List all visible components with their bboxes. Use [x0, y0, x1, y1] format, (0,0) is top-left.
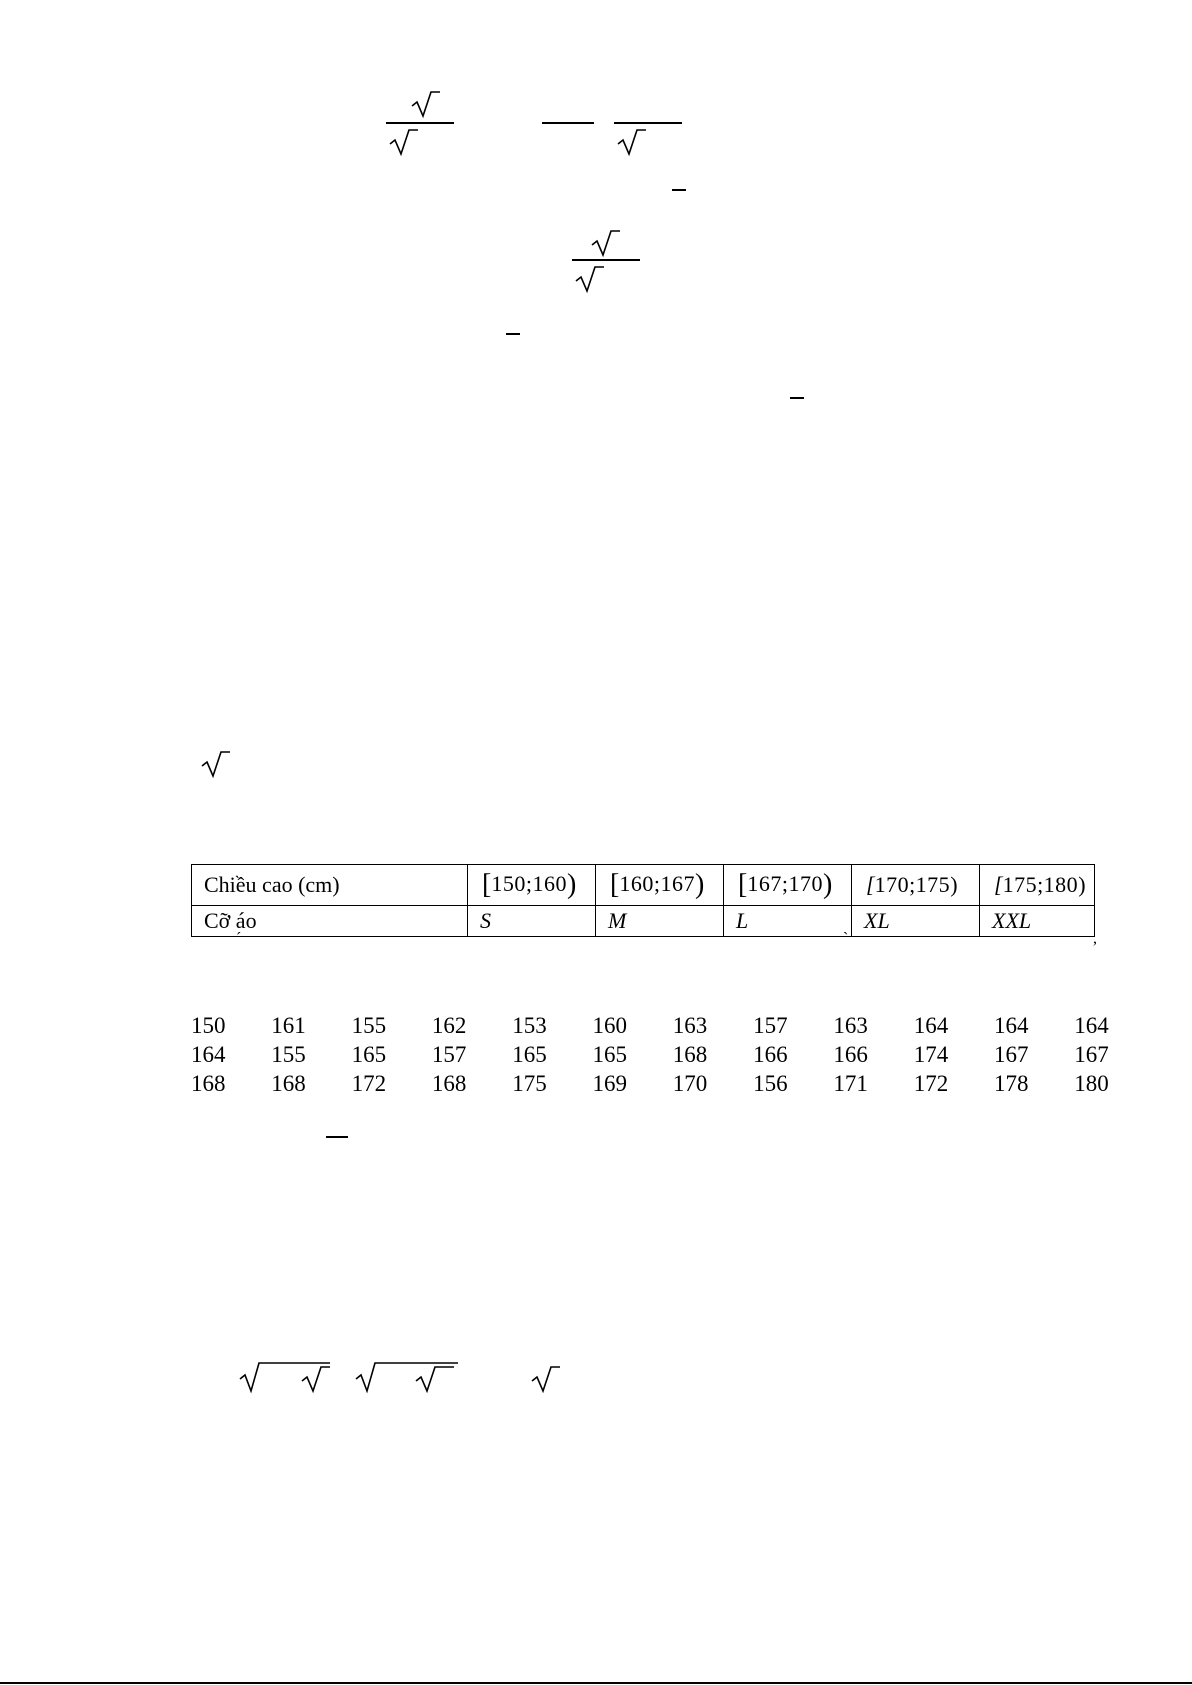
page-bottom-rule	[0, 1682, 1192, 1684]
height-value: 164	[191, 1042, 226, 1067]
fraction-bar	[542, 122, 594, 124]
height-value: 171	[833, 1071, 868, 1096]
table-cell-range: [167;170)	[724, 865, 852, 906]
height-value: 156	[753, 1071, 788, 1096]
stray-acute-mark: ´	[236, 930, 242, 947]
heights-row	[191, 1013, 1111, 1042]
table-row	[192, 865, 1095, 906]
table-row-label: Cỡ áo	[192, 906, 468, 937]
height-value: 172	[351, 1071, 387, 1096]
height-value: 167	[1074, 1042, 1109, 1067]
table-cell-size: L	[724, 906, 852, 937]
height-value: 164	[994, 1013, 1029, 1038]
table-header-label: Chiều cao (cm)	[192, 865, 468, 906]
height-value: 157	[753, 1013, 788, 1038]
height-value: 161	[271, 1013, 306, 1038]
height-value: 165	[592, 1042, 627, 1067]
radical-sign	[574, 264, 604, 294]
height-value: 163	[672, 1013, 708, 1038]
radical-sign	[300, 1364, 330, 1394]
heights-row	[191, 1071, 1111, 1100]
table-cell-range: [170;175)	[852, 865, 980, 906]
table-cell-size: M	[596, 906, 724, 937]
height-value: 172	[913, 1071, 949, 1096]
stray-grave-mark: `	[843, 930, 849, 947]
heights-row	[191, 1042, 1111, 1071]
height-value: 163	[833, 1013, 868, 1038]
fraction-bar	[386, 122, 454, 124]
overbar	[326, 1136, 348, 1138]
height-value: 165	[351, 1042, 387, 1067]
height-value: 168	[431, 1071, 467, 1096]
heights-grid	[191, 1013, 1111, 1100]
height-value: 175	[512, 1071, 547, 1096]
height-value: 162	[431, 1013, 467, 1038]
height-value: 150	[191, 1013, 226, 1038]
height-value: 155	[351, 1013, 387, 1038]
height-value: 167	[994, 1042, 1029, 1067]
table-cell-range: [160;167)	[596, 865, 724, 906]
height-value: 157	[431, 1042, 467, 1067]
overbar	[672, 189, 686, 191]
height-value: 166	[833, 1042, 868, 1067]
fraction-bar	[614, 122, 682, 124]
height-value: 180	[1074, 1071, 1109, 1096]
height-value: 164	[913, 1013, 949, 1038]
height-value: 174	[913, 1042, 949, 1067]
radical-sign	[388, 127, 418, 157]
height-value: 168	[191, 1071, 226, 1096]
height-value: 153	[512, 1013, 547, 1038]
table-cell-size: S	[468, 906, 596, 937]
height-value: 178	[994, 1071, 1029, 1096]
table-cell-size: XL	[852, 906, 980, 937]
stray-comma-mark: ,	[1093, 930, 1097, 947]
height-value: 160	[592, 1013, 627, 1038]
radical-sign	[200, 749, 230, 779]
radical-sign	[590, 228, 620, 258]
height-value: 170	[672, 1071, 708, 1096]
table-cell-range: [175;180)	[980, 865, 1095, 906]
table-cell-range: [150;160)	[468, 865, 596, 906]
height-value: 165	[512, 1042, 547, 1067]
overbar	[506, 333, 520, 335]
table-row	[192, 906, 1095, 937]
height-value: 168	[672, 1042, 708, 1067]
overbar	[790, 397, 804, 399]
height-value: 164	[1074, 1013, 1109, 1038]
height-value: 166	[753, 1042, 788, 1067]
radical-sign	[410, 89, 440, 119]
height-value: 169	[592, 1071, 627, 1096]
size-table	[191, 864, 1095, 937]
height-value: 155	[271, 1042, 306, 1067]
height-value: 168	[271, 1071, 306, 1096]
fraction-bar	[572, 259, 640, 261]
radical-sign	[616, 127, 646, 157]
table-cell-size: XXL	[980, 906, 1095, 937]
radical-sign	[530, 1364, 560, 1394]
radical-sign	[414, 1364, 454, 1394]
